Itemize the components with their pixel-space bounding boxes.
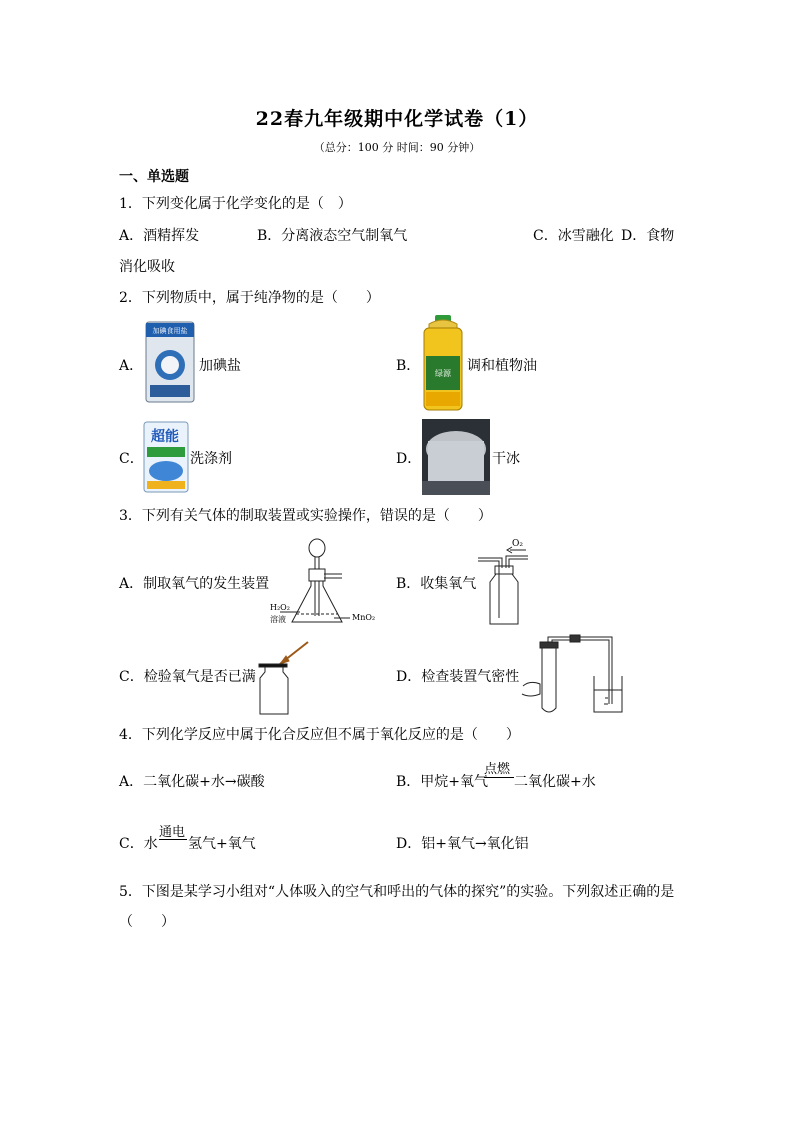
q4-option-c-reactants: C．水 (119, 836, 158, 852)
detergent-brand-text: 超能 (151, 429, 179, 445)
q4-option-a: A．二氧化碳+水→碳酸 (119, 774, 265, 790)
q1-option-d: D．食物 (621, 228, 675, 244)
q4-option-b-reactants: B．甲烷+氧气 (396, 774, 489, 790)
q4-option-b-condition: 点燃 (484, 762, 511, 777)
airtightness-check-apparatus (520, 634, 626, 716)
oil-brand-text: 绿源 (435, 369, 451, 378)
q1-stem: 1．下列变化属于化学变化的是（ ） (119, 196, 352, 212)
solution-label: 溶液 (270, 615, 286, 624)
q1-option-c: C．冰雪融化 (533, 228, 614, 244)
oxygen-test-bottle (256, 640, 314, 716)
oil-bottle-image (421, 314, 465, 412)
q3-stem: 3．下列有关气体的制取装置或实验操作，错误的是（ ） (119, 508, 492, 524)
q3-option-c: C．检验氧气是否已满 (119, 669, 256, 685)
q3-option-a: A．制取氧气的发生装置 (119, 576, 270, 592)
salt-package-image (144, 321, 196, 403)
h2o2-label: H₂O₂ (270, 603, 290, 612)
q2-option-d-text: 干冰 (492, 451, 520, 467)
q1-option-a: A．酒精挥发 (119, 228, 200, 244)
detergent-package-image (143, 421, 189, 493)
section-heading: 一、单选题 (119, 169, 189, 185)
q4-option-d: D．铝+氧气→氧化铝 (396, 836, 529, 852)
page-title: 22春九年级期中化学试卷（1） (255, 108, 539, 130)
dry-ice-image (422, 419, 490, 495)
q3-option-d: D．检查装置气密性 (396, 669, 520, 685)
q3-option-b: B．收集氧气 (396, 576, 477, 592)
q5-stem: 5．下图是某学习小组对“人体吸入的空气和呼出的气体的探究”的实验。下列叙述正确的是 (119, 884, 675, 900)
q2-option-c-letter: C． (119, 451, 144, 467)
o2-label: O₂ (512, 539, 523, 549)
q2-option-b-text: 调和植物油 (467, 358, 537, 374)
q2-option-a-letter: A． (119, 358, 144, 374)
q2-stem: 2．下列物质中，属于纯净物的是（ ） (119, 290, 380, 306)
q2-option-c-text: 洗涤剂 (190, 451, 232, 467)
q2-option-d-letter: D． (396, 451, 422, 467)
q4-option-c-arrow-line (159, 839, 187, 840)
q4-option-c-products: 氢气+氧气 (188, 836, 256, 852)
q2-option-b-letter: B． (396, 358, 421, 374)
q2-option-a-text: 加碘盐 (199, 358, 241, 374)
gas-collection-bottle (476, 536, 536, 628)
q4-option-c-condition: 通电 (159, 825, 186, 840)
q4-stem: 4．下列化学反应中属于化合反应但不属于氧化反应的是（ ） (119, 727, 520, 743)
q5-stem-cont: （ ） (119, 914, 175, 930)
exam-info: （总分：100 分 时间：90 分钟） (313, 141, 481, 154)
mno2-label: MnO₂ (352, 613, 376, 622)
q1-option-b: B．分离液态空气制氧气 (257, 228, 408, 244)
q4-option-b-products: 二氧化碳+水 (514, 774, 596, 790)
salt-package-text: 加碘食用盐 (152, 327, 188, 335)
q1-option-d-cont: 消化吸收 (119, 259, 175, 275)
oxygen-generator-apparatus (268, 538, 380, 628)
q4-option-b-arrow-line (484, 777, 514, 778)
